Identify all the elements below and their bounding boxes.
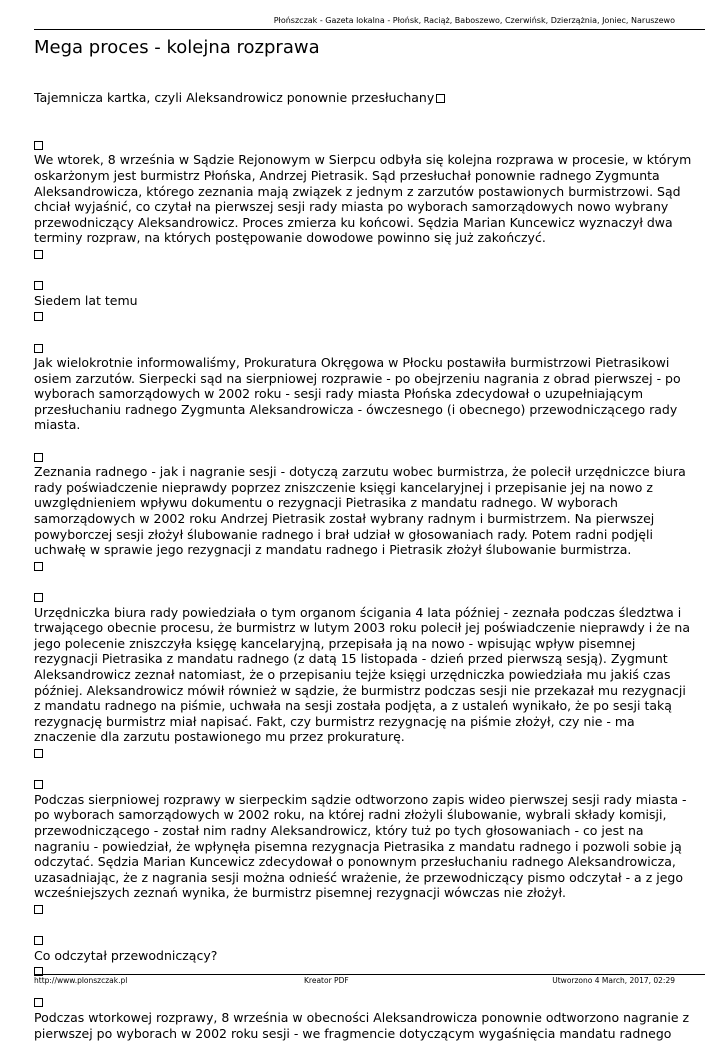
paragraph-2: Jak wielokrotnie informowaliśmy, Prokuratura Okręgowa w Płocku postawiła burmistrzowi Pietrasikowi osiem zarzutów. Sierpecki sąd na sierpniowej rozprawie - po obejrzeniu nagrania z obrad pierwszej - po wyborach samorządowych w 2002 roku - sesji rady miasta Płońska zdecydował o uzupełniającym przesłuchaniu radnego Zygmunta Aleksandrowicza - ówczesnego (i obecnego) przewodniczącego rady miasta. xyxy=(34,355,681,433)
missing-glyph-box xyxy=(34,780,43,789)
missing-glyph-box xyxy=(34,344,43,353)
missing-glyph-box xyxy=(34,936,43,945)
section-heading: Co odczytał przewodniczący? xyxy=(34,947,218,963)
paragraph-4: Urzędniczka biura rady powiedziała o tym organom ścigania 4 lata później - zeznała podczas śledztwa i trwającego obecnie procesu, że burmistrz w lutym 2003 roku polecił jej poświadczenie nieprawdy i że na jego polecenie zniszczyła księgę kancelaryjną, przepisała ją na nowo - wpisując wpływ pisemnej rezygnacji Pietrasika z mandatu radnego (z datą 15 listopada - dzień przed pierwszą sesją). Zygmunt Aleksandrowicz zeznał natomiast, że o przepisaniu tejże księgi urzędniczka powiedziała mu jakiś czas później. Aleksandrowicz mówił również w sądzie, że burmistrz podczas sesji nie przekazał mu rezygnacji z mandatu radnego na piśmie, uchwała na sesji została podjęta, a z ustaleń wynikało, że po sesji taką rezygnację burmistrz miał napisać. Fakt, czy burmistrz rezygnację na piśmie złożył, czy nie - ma znaczenie dla zarzutu postawionego mu przez prokuraturę. xyxy=(34,604,690,745)
missing-glyph-box xyxy=(34,749,43,758)
paragraph-5: Podczas sierpniowej rozprawy w sierpeckim sądzie odtworzono zapis wideo pierwszej sesji rady miasta - po wyborach samorządowych w 2002 roku, na której radni złożyli ślubowanie, wybrali składy komisji, przewodniczącego - został nim radny Aleksandrowicz, który tuż po tych głosowaniach - co jest na nagraniu - powiedział, że wpłynęła pisemna rezygnacja Pietrasika z mandatu radnego i pozwoli sobie ją odczytać. Sędzia Marian Kuncewicz zdecydował o ponownym przesłuchaniu radnego Aleksandrowicza, uzasadniając, że z nagrania sesji można odnieść wrażenie, że przewodniczący pismo odczytał - a z jego wcześniejszych zeznań wynika, że burmistrz pisemnej rezygnacji wówczas nie złożył. xyxy=(34,791,687,901)
missing-glyph-box xyxy=(34,250,43,259)
header-divider xyxy=(34,29,705,30)
missing-glyph-box xyxy=(34,453,43,462)
page-header: Płońszczak - Gazeta lokalna - Płońsk, Raciąż, Baboszewo, Czerwińsk, Dzierzążnia, Joniec, Naruszewo xyxy=(273,16,675,25)
footer-creator: Kreator PDF xyxy=(304,976,349,985)
article-subtitle: Tajemnicza kartka, czyli Aleksandrowicz ponownie przesłuchany xyxy=(34,90,692,106)
article-body xyxy=(34,90,692,1041)
paragraph-6: Podczas wtorkowej rozprawy, 8 września w obecności Aleksandrowicza ponownie odtworzono nagranie z pierwszej po wyborach w 2002 roku sesji - we fragmencie dotyczącym wygaśnięcia mandatu radnego xyxy=(34,1010,690,1041)
missing-glyph-box xyxy=(34,905,43,914)
missing-glyph-box xyxy=(34,593,43,602)
paragraph-1: We wtorek, 8 września w Sądzie Rejonowym w Sierpcu odbyła się kolejna rozprawa w procesie, w którym oskarżonym jest burmistrz Płońska, Andrzej Pietrasik. Sąd przesłuchał ponownie radnego Zygmunta Aleksandrowicza, którego zeznania mają związek z jednym z zarzutów postawionych burmistrzowi. Sąd chciał wyjaśnić, co czytał na pierwszej sesji rady miasta po wyborach samorządowych nowo wybrany przewodniczący Aleksandrowicz. Proces zmierza ku końcowi. Sędzia Marian Kuncewicz wyznaczył dwa terminy rozpraw, na których postępowanie dowodowe powinno się już zakończyć. xyxy=(34,152,692,246)
missing-glyph-box xyxy=(34,281,43,290)
footer-url: http://www.plonszczak.pl xyxy=(34,976,128,985)
section-heading: Siedem lat temu xyxy=(34,292,138,308)
page-footer xyxy=(34,976,675,986)
missing-glyph-box xyxy=(34,998,43,1007)
footer-created-date: Utworzono 4 March, 2017, 02:29 xyxy=(552,976,675,985)
missing-glyph-box xyxy=(34,312,43,321)
missing-glyph-box xyxy=(436,94,445,103)
article-title: Mega proces - kolejna rozprawa xyxy=(34,37,320,58)
footer-divider xyxy=(34,974,705,975)
missing-glyph-box xyxy=(34,141,43,150)
paragraph-3: Zeznania radnego - jak i nagranie sesji - dotyczą zarzutu wobec burmistrza, że polecił urzędniczce biura rady poświadczenie nieprawdy poprzez zniszczenie księgi kancelaryjnej i przepisanie jej na nowo z uwzględnieniem wpływu dokumentu o rezygnacji Pietrasika z mandatu radnego. W wyborach samorządowych w 2002 roku Andrzej Pietrasik został wybrany radnym i burmistrzem. Na pierwszej powyborczej sesji złożył ślubowanie radnego i brał udział w głosowaniach rady. Potem radni podjęli uchwałę w sprawie jego rezygnacji z mandatu radnego i Pietrasik złożył ślubowanie burmistrza. xyxy=(34,464,686,558)
missing-glyph-box xyxy=(34,562,43,571)
